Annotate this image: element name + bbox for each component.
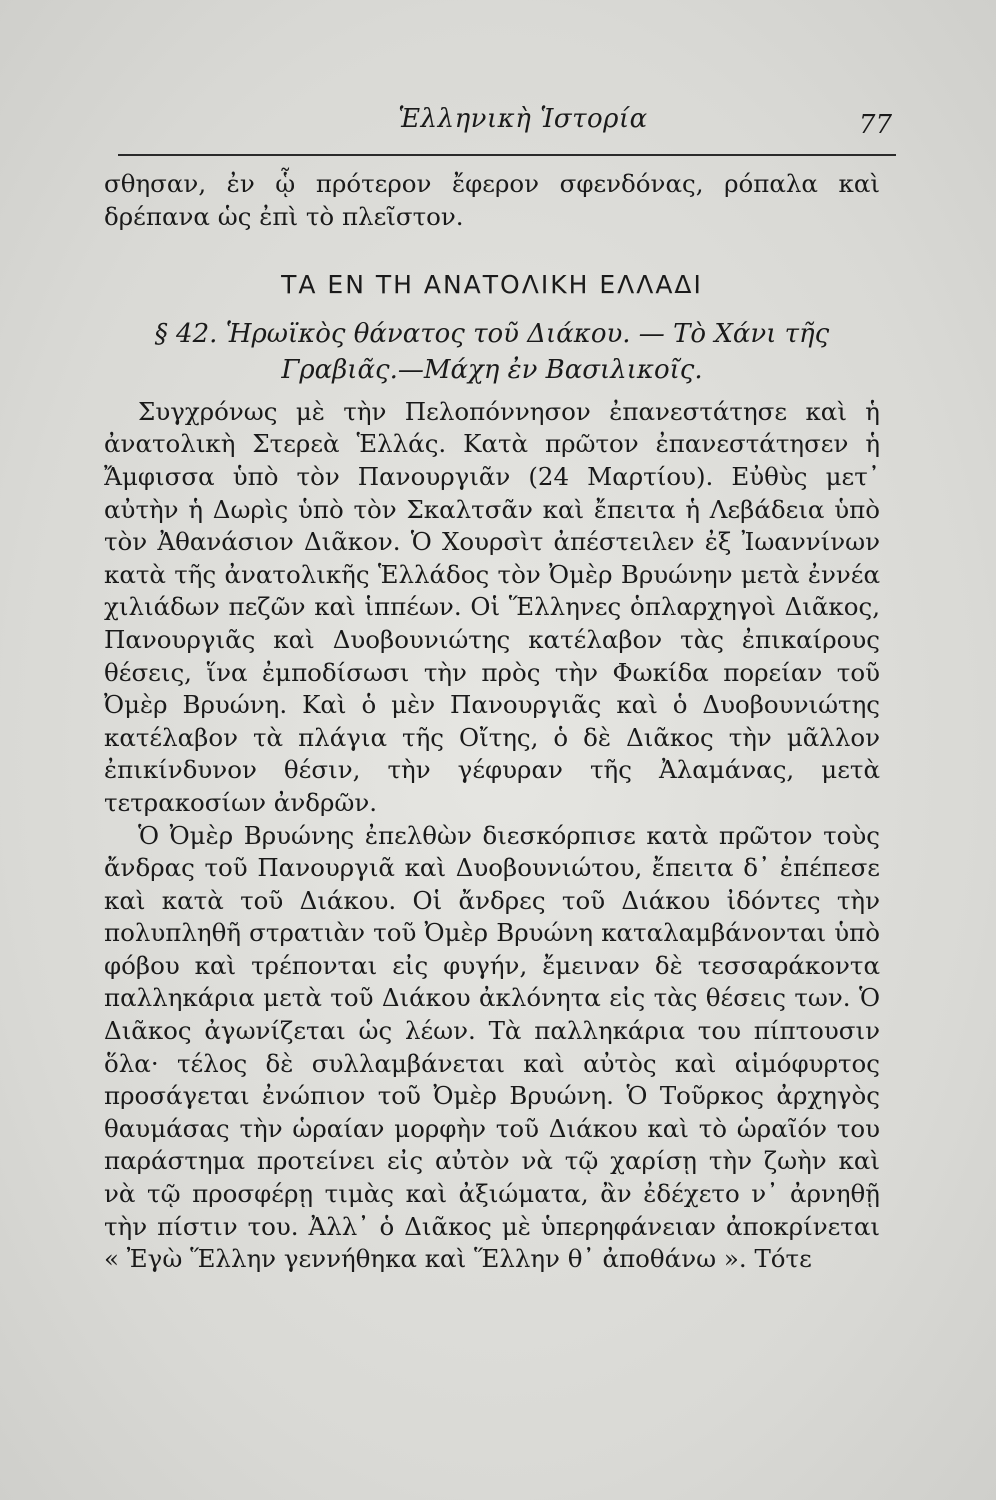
page-header — [118, 104, 896, 156]
section-title-text: Ἡρωϊκὸς θάνατος τοῦ Διάκου. — Τὸ Χάνι τῆς Γραβιᾶς.—Μάχη ἐν Βασιλικοῖς. — [225, 318, 830, 385]
paragraph-uprising: Συγχρόνως μὲ τὴν Πελοπόννησον ἐπανεστάτησε καὶ ἡ ἀνατολικὴ Στερεὰ Ἑλλάς. Κατὰ πρῶτον ἐπανεστάτησεν ἡ Ἄμφισσα ὑπὸ τὸν Πανουργιᾶν (24 Μαρτίου). Εὐθὺς μετ᾽ αὐτὴν ἡ Δωρὶς ὑπὸ τὸν Σκαλτσᾶν καὶ ἔπειτα ἡ Λεβάδεια ὑπὸ τὸν Ἀθανάσιον Διᾶκον. Ὁ Χουρσὶτ ἀπέστειλεν ἐξ Ἰωαννίνων κατὰ τῆς ἀνατολικῆς Ἑλλάδος τὸν Ὀμὲρ Βρυώνην μετὰ ἐννέα χιλιάδων πεζῶν καὶ ἱππέων. Οἱ Ἕλληνες ὁπλαρχηγοὶ Διᾶκος, Πανουργιᾶς καὶ Δυοβουνιώτης κατέλαβον τὰς ἐπικαίρους θέσεις, ἵνα ἐμποδίσωσι τὴν πρὸς τὴν Φωκίδα πορείαν τοῦ Ὀμὲρ Βρυώνη. Καὶ ὁ μὲν Πανουργιᾶς καὶ ὁ Δυοβουνιώτης κατέλαβον τὰ πλάγια τῆς Οἴτης, ὁ δὲ Διᾶκος τὴν μᾶλλον ἐπικίνδυνον θέσιν, τὴν γέφυραν τῆς Ἀλαμάνας, μετὰ τετρακοσίων ἀνδρῶν. — [104, 396, 880, 817]
body-text — [104, 168, 880, 1276]
paragraph-continuation: σθησαν, ἐν ᾧ πρότερον ἔφερον σφενδόνας, ρόπαλα καὶ δρέπανα ὡς ἐπὶ τὸ πλεῖστον. — [104, 169, 880, 231]
running-title: Ἑλληνικὴ Ἱστορία — [398, 104, 648, 134]
paragraph-battle: Ὁ Ὀμὲρ Βρυώνης ἐπελθὼν διεσκόρπισε κατὰ πρῶτον τοὺς ἄνδρας τοῦ Πανουργιᾶ καὶ Δυοβουνιώτου, ἔπειτα δ᾽ ἐπέπεσε καὶ κατὰ τοῦ Διάκου. Οἱ ἄνδρες τοῦ Διάκου ἰδόντες τὴν πολυπληθῆ στρατιὰν τοῦ Ὀμὲρ Βρυώνη καταλαμβάνονται ὑπὸ φόβου καὶ τρέπονται εἰς φυγήν, ἔμειναν δὲ τεσσαράκοντα παλληκάρια μετὰ τοῦ Διάκου ἀκλόνητα εἰς τὰς θέσεις των. Ὁ Διᾶκος ἀγωνίζεται ὡς λέων. Τὰ παλληκάρια του πίπτουσιν ὅλα· τέλος δὲ συλλαμβάνεται καὶ αὐτὸς καὶ αἱμόφυρτος προσάγεται ἐνώπιον τοῦ Ὀμὲρ Βρυώνη. Ὁ Τοῦρκος ἀρχηγὸς θαυμάσας τὴν ὡραίαν μορφὴν τοῦ Διάκου καὶ τὸ ὡραῖόν του παράστημα προτείνει εἰς αὐτὸν νὰ τῷ χαρίσῃ τὴν ζωὴν καὶ νὰ τῷ προσφέρῃ τιμὰς καὶ ἀξιώματα, ἂν ἐδέχετο ν᾽ ἀρνηθῇ τὴν πίστιν του. Ἀλλ᾽ ὁ Διᾶκος μὲ ὑπερηφάνειαν ἀποκρίνεται « Ἐγὼ Ἕλλην γεννήθηκα καὶ Ἕλλην θ᾽ ἀποθάνω ». Τότε — [104, 820, 880, 1274]
page-number: 77 — [858, 110, 892, 140]
section-number: § 42. — [154, 318, 218, 349]
section-title — [104, 316, 880, 388]
chapter-heading: ΤΑ ΕΝ ΤΗ ΑΝΑΤΟΛΙΚΗ ΕΛΛΑΔΙ — [281, 270, 703, 300]
